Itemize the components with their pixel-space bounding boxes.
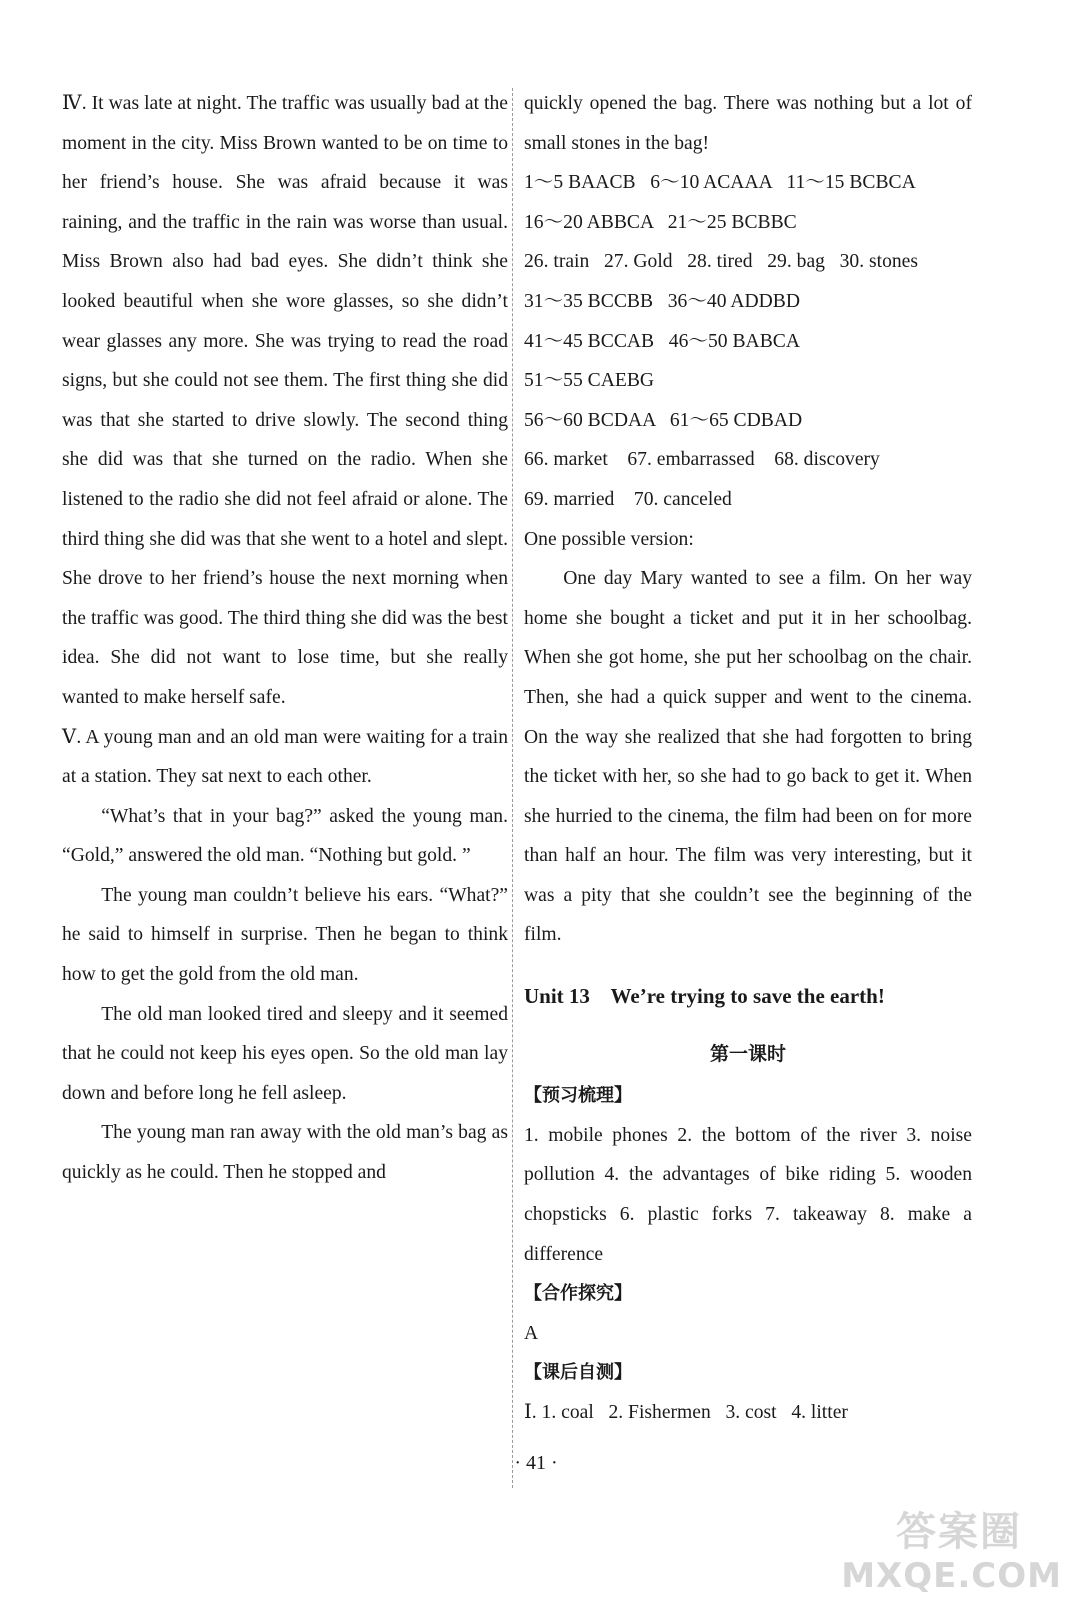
answer-line: 16～20 ABBCA 21～25 BCBBC (524, 211, 797, 233)
column-divider (512, 88, 513, 1488)
unit-title: Unit 13 We’re trying to save the earth! (524, 984, 885, 1009)
section-iv-text: Ⅳ. It was late at night. The traffic was usually bad at the moment in the city. Miss Brown wanted to be on time to her friend’s house. She was afraid because it was raining, and the traffic in the rain was worse than usual. Miss Brown also had bad eyes. She didn’t think she looked beautiful when she wore glasses, so she didn’t wear glasses any more. She was trying to read the road signs, but she could not see them. The first thing she did was that she started to drive slowly. The second thing she did was that she turned on the radio. When she listened to the radio she did not feel afraid or alone. The third thing she did was that she went to a hotel and slept. She drove to her friend’s house the next morning when the traffic was good. The third thing she did was the best idea. She did not want to lose time, but she really wanted to make herself safe. (62, 93, 508, 708)
selftest-answers: Ⅰ. 1. coal 2. Fishermen 3. cost 4. litter (524, 1402, 848, 1423)
answer-line: 26. train 27. Gold 28. tired 29. bag 30. stones (524, 251, 919, 273)
lesson-title: 第一课时 (709, 1043, 786, 1065)
story-paragraph-2: The young man couldn’t believe his ears. “What?” he said to himself in surprise. Then he began to think how to get the gold from the old man. (62, 884, 508, 986)
answer-line: 51～55 CAEBG (524, 370, 655, 392)
answer-line: 66. market 67. embarrassed 68. discovery (524, 449, 880, 471)
left-column (62, 84, 508, 1193)
answer-line: 69. married 70. canceled (524, 488, 732, 510)
answer-line: 1～5 BAACB 6～10 ACAAA 11～15 BCBCA (524, 172, 916, 194)
page-number: · 41 · (514, 1452, 558, 1474)
story-paragraph-1: “What’s that in your bag?” asked the young man. “Gold,” answered the old man. “Nothing but gold. ” (62, 805, 508, 867)
watermark-logo-text: 答案圈 (896, 1509, 1022, 1555)
explore-section-header: 【合作探究】 (524, 1283, 632, 1305)
story-paragraph-3: The old man looked tired and sleepy and it seemed that he could not keep his eyes open. So the old man lay down and before long he fell asleep. (62, 1003, 508, 1104)
preview-section-header: 【预习梳理】 (524, 1085, 632, 1107)
selftest-section-header: 【课后自测】 (524, 1362, 632, 1384)
story-continuation: quickly opened the bag. There was nothing but a lot of small stones in the bag! (524, 93, 972, 154)
answer-line: 56～60 BCDAA 61～65 CDBAD (524, 409, 803, 431)
watermark-url-text: MXQE.COM (841, 1556, 1062, 1596)
preview-answers: 1. mobile phones 2. the bottom of the river 3. noise pollution 4. the advantages of bike riding 5. wooden chopsticks 6. plastic forks 7. takeaway 8. make a difference (524, 1124, 972, 1265)
story-paragraph-4: The young man ran away with the old man’s bag as quickly as he could. Then he stopped and (62, 1122, 508, 1184)
essay-paragraph: One day Mary wanted to see a film. On her way home she bought a ticket and put it in her schoolbag. When she got home, she put her schoolbag on the chair. Then, she had a quick supper and went to the cinema. On the way she realized that she had forgotten to bring the ticket with her, so she had to go back to get it. When she hurried to the cinema, the film had been on for more than half an hour. The film was very interesting, but it was a pity that she couldn’t see the beginning of the film. (524, 568, 972, 946)
site-watermark (832, 1500, 1062, 1596)
answer-line: 31～35 BCCBB 36～40 ADDBD (524, 290, 800, 312)
answer-line: 41～45 BCCAB 46～50 BABCA (524, 330, 800, 352)
version-label: One possible version: (524, 528, 694, 550)
right-column (524, 84, 972, 1433)
section-v-text: Ⅴ. A young man and an old man were waiting for a train at a station. They sat next to each other. (62, 726, 508, 788)
explore-answer: A (524, 1322, 539, 1344)
